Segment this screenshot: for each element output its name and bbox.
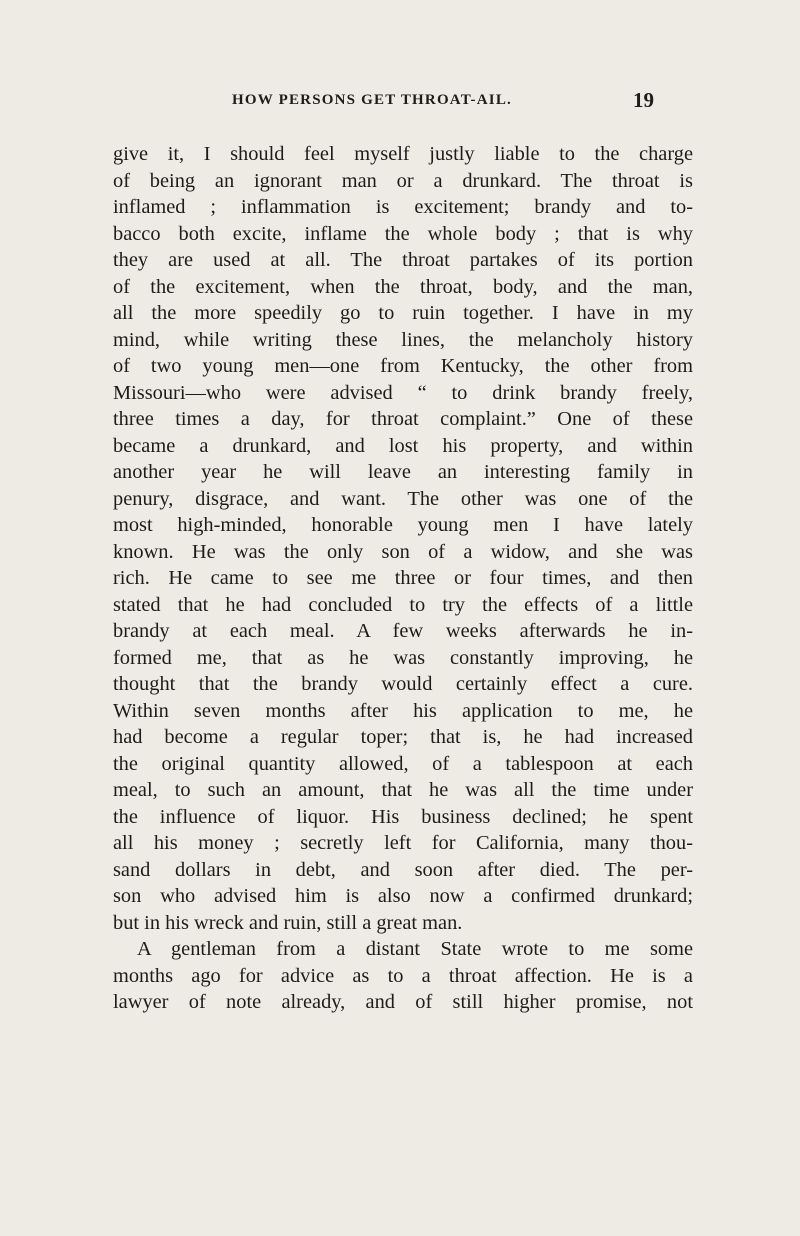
text-line: of two young men—one from Kentucky, the other from bbox=[113, 355, 693, 377]
text-line: all his money ; secretly left for California, many thou- bbox=[113, 832, 693, 854]
text-line: give it, I should feel myself justly liable to the charge bbox=[113, 143, 693, 165]
text-line: thought that the brandy would certainly effect a cure. bbox=[113, 673, 693, 695]
text-line: another year he will leave an interesting family in bbox=[113, 461, 693, 483]
paragraph-end-line: but in his wreck and ruin, still a great man. bbox=[113, 911, 463, 934]
text-line: brandy at each meal. A few weeks afterwards he in- bbox=[113, 620, 693, 642]
text-line: son who advised him is also now a confirmed drunkard; bbox=[113, 885, 693, 907]
text-line: had become a regular toper; that is, he had increased bbox=[113, 726, 693, 748]
page-number: 19 bbox=[633, 88, 654, 112]
text-line: Missouri—who were advised “ to drink brandy freely, bbox=[113, 381, 693, 404]
running-head bbox=[0, 88, 800, 114]
text-line: the original quantity allowed, of a tablespoon at each bbox=[113, 752, 693, 775]
text-line: lawyer of note already, and of still higher promise, not bbox=[113, 991, 693, 1013]
body-text bbox=[113, 141, 693, 1016]
text-line: stated that he had concluded to try the effects of a little bbox=[113, 593, 693, 616]
text-line: most high-minded, honorable young men I have lately bbox=[113, 514, 693, 536]
text-line: mind, while writing these lines, the melancholy history bbox=[113, 328, 693, 351]
text-line: of the excitement, when the throat, body, and the man, bbox=[113, 275, 693, 298]
text-line: of being an ignorant man or a drunkard. The throat is bbox=[113, 169, 693, 192]
text-line: months ago for advice as to a throat affection. He is a bbox=[113, 964, 693, 987]
text-line: meal, to such an amount, that he was all the time under bbox=[113, 779, 693, 801]
text-line: Within seven months after his application to me, he bbox=[113, 699, 693, 722]
text-line: rich. He came to see me three or four times, and then bbox=[113, 567, 693, 589]
text-line: known. He was the only son of a widow, and she was bbox=[113, 540, 693, 563]
running-title: HOW PERSONS GET THROAT-AIL. bbox=[232, 92, 512, 108]
text-line: the influence of liquor. His business declined; he spent bbox=[113, 805, 693, 828]
text-line: all the more speedily go to ruin together. I have in my bbox=[113, 302, 693, 324]
text-line: penury, disgrace, and want. The other was one of the bbox=[113, 487, 693, 510]
paragraph-start-line: A gentleman from a distant State wrote to me some bbox=[137, 938, 693, 960]
text-line: inflamed ; inflammation is excitement; brandy and to- bbox=[113, 196, 693, 218]
text-line: formed me, that as he was constantly improving, he bbox=[113, 646, 693, 669]
text-line: bacco both excite, inflame the whole body ; that is why bbox=[113, 222, 693, 245]
text-line: they are used at all. The throat partakes of its portion bbox=[113, 249, 693, 271]
text-line: became a drunkard, and lost his property, and within bbox=[113, 434, 693, 457]
text-line: three times a day, for throat complaint.” One of these bbox=[113, 408, 693, 430]
text-line: sand dollars in debt, and soon after died. The per- bbox=[113, 858, 693, 881]
